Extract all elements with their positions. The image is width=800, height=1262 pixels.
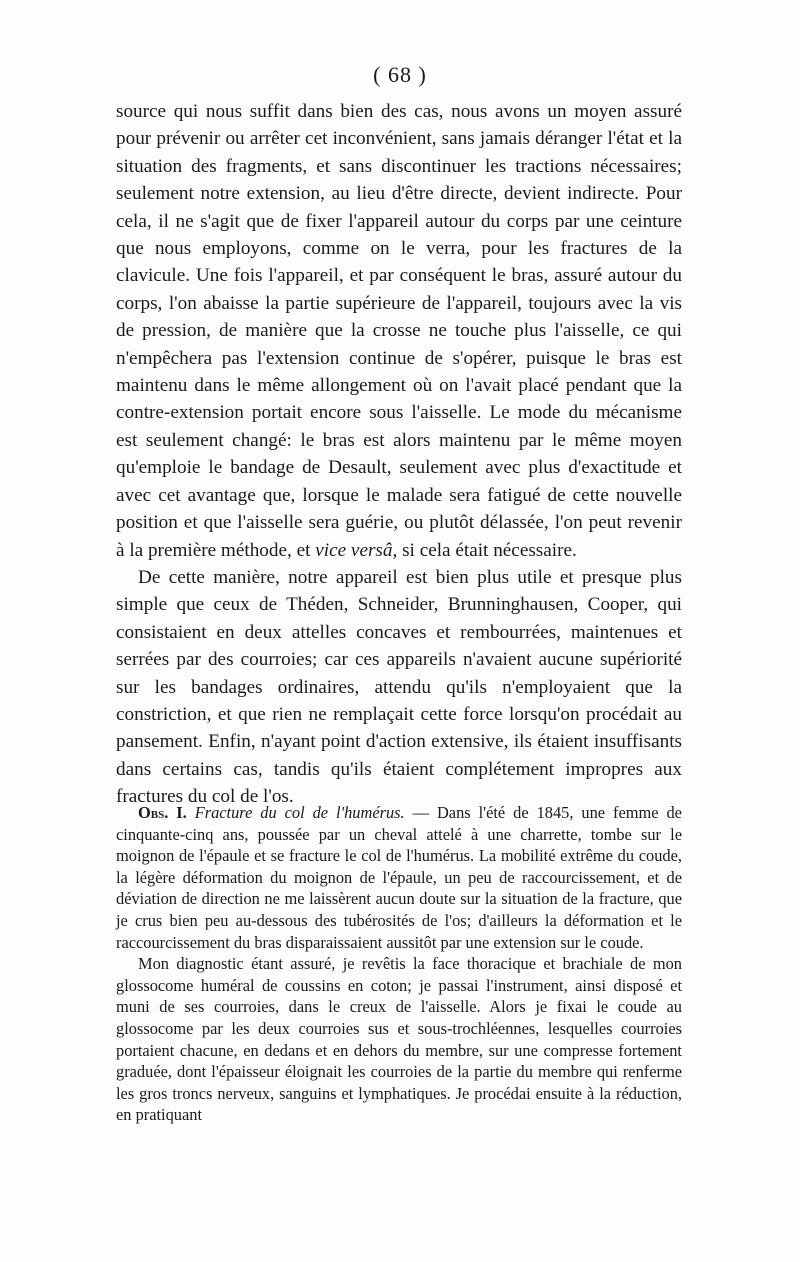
paragraph-2: De cette manière, notre appareil est bien plus utile et presque plus simple que ceux de Théden, Schneider, Brunninghausen, Cooper, qui consistaient en deux attelles concaves et rembourrées, maintenues et serrées par des courroies; car ces appareils n'avaient aucune supériorité sur les bandages ordinaires, attendu qu'ils n'employaient que la constriction, et que rien ne remplaçait cette force lorsqu'on procédait au pansement. Enfin, n'ayant point d'action extensive, ils étaient insuffisants dans certains cas, tandis qu'ils étaient complétement impropres aux fractures du col de l'os.	[116, 566, 682, 808]
observation-label: Obs. I.	[138, 803, 187, 822]
observation-section	[116, 802, 682, 1126]
paragraph-1-italic: vice versâ,	[315, 539, 398, 561]
observation-paragraph-1	[116, 802, 682, 953]
main-text	[116, 98, 682, 811]
page-number: ( 68 )	[373, 62, 427, 87]
observation-title: Fracture du col de l'humérus.	[194, 803, 405, 822]
paragraph-1	[116, 98, 682, 564]
observation-paragraph-2: Mon diagnostic étant assuré, je revêtis la face thoracique et brachiale de mon glossocome huméral de coussins en coton; je passai l'instrument, ainsi disposé et muni de ses courroies, dans le creux de l'aisselle. Alors je fixai le coude au glossocome par les deux courroies sus et sous-trochléennes, lesquelles courroies portaient chacune, en dedans et en dehors du membre, sur une compresse fortement graduée, dont l'épaisseur éloignait les courroies de la partie du membre qui renferme les gros troncs nerveux, sanguins et lymphatiques. Je procédai ensuite à la réduction, en pratiquant	[116, 954, 682, 1125]
observation-text-1: — Dans l'été de 1845, une femme de cinquante-cinq ans, poussée par un cheval attelé à une charrette, tombe sur le moignon de l'épaule et se fracture le col de l'humérus. La mobilité extrême du coude, la légère déformation du moignon de l'épaule, un peu de raccourcissement, et de déviation de direction ne me laissèrent aucun doute sur la situation de la fracture, que je crus bien peu au-dessous des tubérosités de l'os; d'ailleurs la déformation et le raccourcissement du bras disparaissaient aussitôt par une extension sur le coude.	[116, 803, 682, 952]
paragraph-1-end: si cela était nécessaire.	[402, 539, 577, 561]
paragraph-1-text: source qui nous suffit dans bien des cas, nous avons un moyen assuré pour prévenir ou arrêter cet inconvénient, sans jamais déranger l'état et la situation des fragments, et sans discontinuer les tractions nécessaires; seulement notre extension, au lieu d'être directe, devient indirecte. Pour cela, il ne s'agit que de fixer l'appareil autour du corps par une ceinture que nous employons, comme on le verra, pour les fractures de la clavicule. Une fois l'appareil, et par conséquent le bras, assuré autour du corps, l'on abaisse la partie supérieure de l'appareil, toujours avec la vis de pression, de manière que la crosse ne touche plus l'aisselle, ce qui n'empêchera pas l'extension continue de s'opérer, puisque le bras est maintenu dans le même allongement où on l'avait placé pendant que la contre-extension portait encore sous l'aisselle. Le mode du mécanisme est seulement changé: le bras est alors maintenu par le même moyen qu'emploie le bandage de Desault, seulement avec plus d'exactitude et avec cet avantage que, lorsque le malade sera fatigué de cette nouvelle position et que l'aisselle sera guérie, ou plutôt délassée, l'on peut revenir à la première méthode, et	[116, 101, 682, 561]
